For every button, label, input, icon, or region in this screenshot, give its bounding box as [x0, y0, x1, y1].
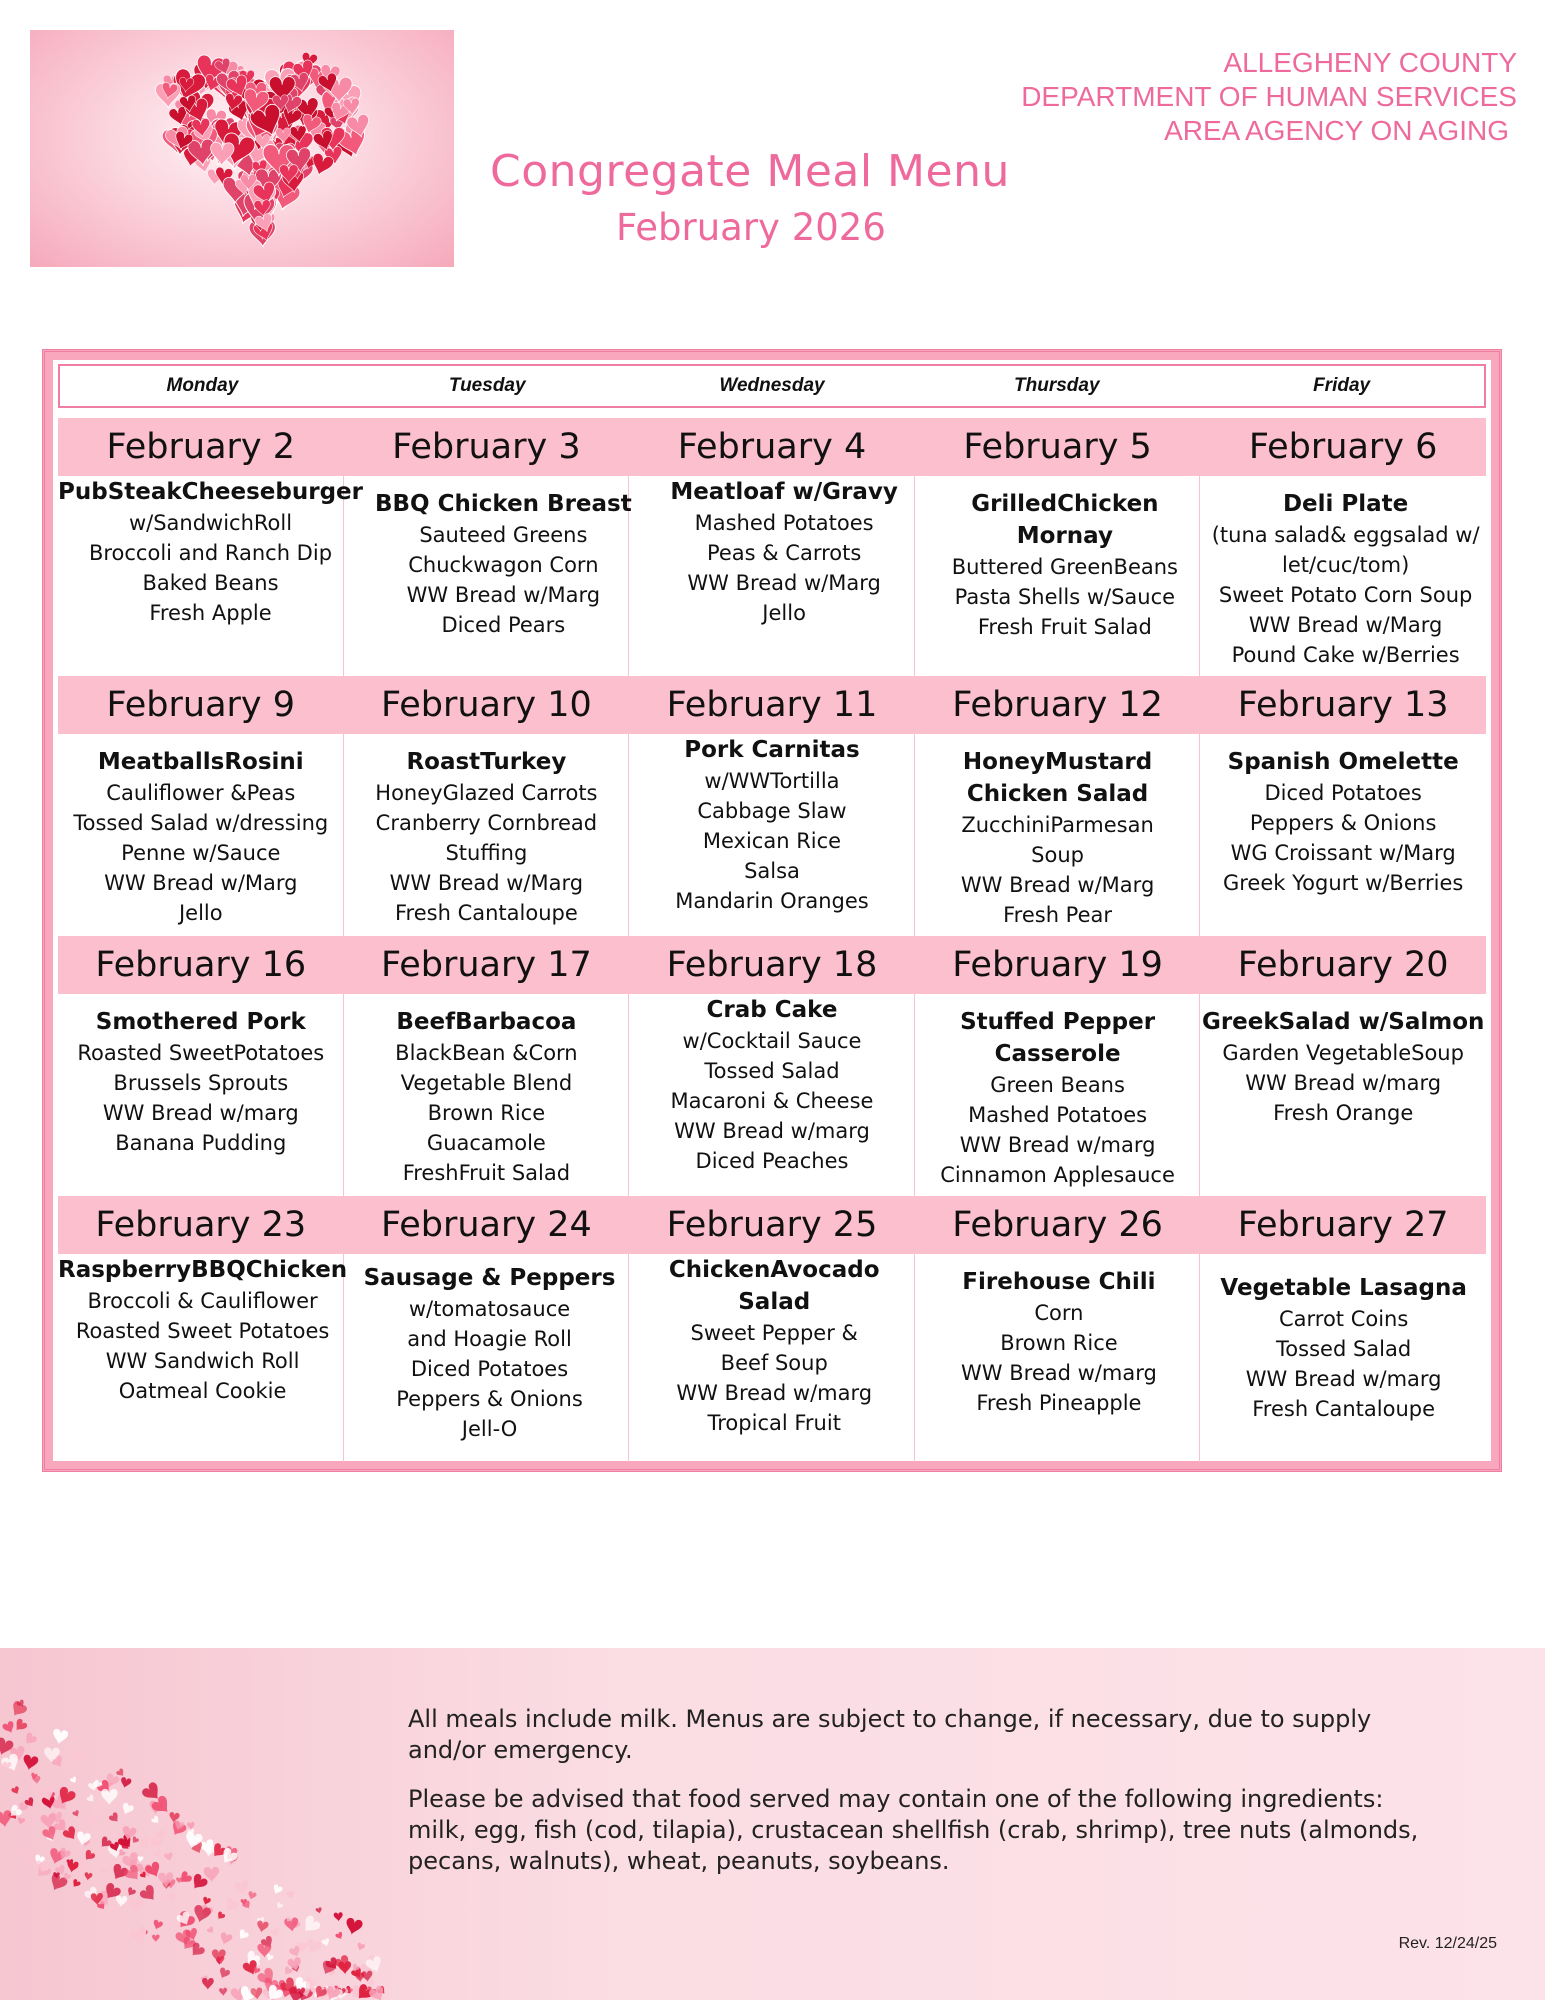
side-item: WW Bread w/Marg: [687, 571, 881, 595]
date-label: February 9: [106, 685, 296, 725]
page-title: Congregate Meal Menu: [490, 146, 1010, 197]
side-item: Buttered GreenBeans: [951, 555, 1178, 579]
weekday-thursday: Thursday: [1014, 375, 1100, 396]
entree-name: Pork Carnitas: [684, 737, 860, 763]
side-item: Baked Beans: [142, 571, 279, 595]
side-item: Brown Rice: [427, 1101, 546, 1125]
side-item: WW Bread w/marg: [1245, 1071, 1442, 1095]
side-item: Sweet Potato Corn Soup: [1218, 583, 1473, 607]
date-bar: [58, 936, 1486, 994]
side-item: WW Bread w/Marg: [389, 871, 584, 895]
side-item: Broccoli and Ranch Dip: [88, 541, 333, 565]
page-subtitle: February 2026: [616, 206, 886, 249]
side-item: Penne w/Sauce: [121, 841, 281, 865]
side-item: Diced Pears: [441, 613, 566, 637]
entree-name: Stuffed Pepper: [960, 1009, 1156, 1035]
date-label: February 20: [1237, 945, 1449, 985]
date-label: February 27: [1237, 1205, 1449, 1245]
date-label: February 19: [952, 945, 1163, 985]
side-item: w/tomatosauce: [408, 1297, 571, 1321]
calendar-week: [58, 676, 1486, 936]
entree-name: RoastTurkey: [406, 749, 567, 775]
entree-name: Salad: [738, 1289, 811, 1315]
date-label: February 25: [666, 1205, 878, 1245]
entree-name: Spanish Omelette: [1227, 749, 1459, 775]
menu-cell: [915, 734, 1201, 930]
date-label: February 2: [106, 427, 296, 467]
entree-name: Smothered Pork: [95, 1009, 306, 1035]
date-label: February 13: [1237, 685, 1449, 725]
agency-county: ALLEGHENY COUNTY: [1223, 47, 1517, 78]
agency-header: [1021, 46, 1517, 148]
date-bar: [58, 1196, 1486, 1254]
side-item: Broccoli & Cauliflower: [87, 1289, 318, 1313]
menu-cell: [363, 476, 644, 670]
side-item: WW Bread w/Marg: [406, 583, 601, 607]
allergen-notice: Please be advised that food served may contain one of the following ingredients: milk, egg, fish (cod, tilapia), crustacean shellfish (crab, shrimp), tree nuts (almonds, pecans, walnuts), wheat, peanuts, soybeans.: [408, 1785, 1419, 1875]
calendar-week: [58, 936, 1486, 1196]
date-label: February 16: [95, 945, 307, 985]
side-item: Green Beans: [990, 1073, 1125, 1097]
side-item: Fresh Fruit Salad: [977, 615, 1152, 639]
side-item: WW Sandwich Roll: [105, 1349, 300, 1373]
menu-cell: [58, 734, 344, 930]
entree-name: Sausage & Peppers: [363, 1265, 616, 1291]
side-item: Macaroni & Cheese: [670, 1089, 874, 1113]
side-item: Tropical Fruit: [707, 1411, 841, 1435]
side-item: Carrot Coins: [1278, 1307, 1409, 1331]
side-item: Fresh Pineapple: [976, 1391, 1142, 1415]
entree-name: Chicken Salad: [966, 781, 1149, 807]
menu-cell: [629, 994, 915, 1190]
side-item: Tossed Salad w/dressing: [73, 811, 329, 835]
weekday-tuesday: Tuesday: [448, 375, 526, 396]
agency-name: AREA AGENCY ON AGING: [1164, 115, 1509, 146]
side-item: Greek Yogurt w/Berries: [1222, 871, 1464, 895]
menu-cell: [632, 1254, 917, 1444]
side-item: Cinnamon Applesauce: [940, 1163, 1175, 1187]
side-item: HoneyGlazed Carrots: [375, 781, 598, 805]
entree-name: Firehouse Chili: [962, 1269, 1156, 1295]
side-item: Fresh Cantaloupe: [1252, 1397, 1436, 1421]
date-bar: [58, 418, 1486, 476]
side-item: w/SandwichRoll: [128, 511, 293, 535]
date-label: February 18: [666, 945, 878, 985]
side-item: Beef Soup: [720, 1351, 828, 1375]
side-item: Sweet Pepper &: [690, 1321, 858, 1345]
date-label: February 11: [666, 685, 878, 725]
side-item: Tossed Salad: [704, 1059, 840, 1083]
side-item: Salsa: [744, 859, 800, 883]
weekday-wednesday: Wednesday: [719, 375, 825, 396]
entree-name: PubSteakCheeseburger: [58, 479, 363, 505]
side-item: Cauliflower &Peas: [106, 781, 296, 805]
side-item: Peppers & Onions: [396, 1387, 583, 1411]
menu-cell: [344, 994, 630, 1190]
entree-name: Vegetable Lasagna: [1220, 1275, 1467, 1301]
side-item: WW Bread w/marg: [959, 1133, 1156, 1157]
menu-cell: [644, 476, 925, 670]
side-item: Fresh Pear: [1003, 903, 1113, 927]
date-label: February 12: [952, 685, 1163, 725]
side-item: Mandarin Oranges: [675, 889, 869, 913]
side-item: Diced Potatoes: [1264, 781, 1422, 805]
side-item: BlackBean &Corn: [395, 1041, 578, 1065]
side-item: let/cuc/tom): [1281, 553, 1410, 577]
date-label: February 24: [381, 1205, 592, 1245]
entree-name: GreekSalad w/Salmon: [1201, 1009, 1485, 1035]
entree-name: Casserole: [994, 1041, 1121, 1067]
side-item: Jell-O: [461, 1417, 518, 1441]
milk-notice: All meals include milk. Menus are subject to change, if necessary, due to supply and/or emergency.: [408, 1705, 1372, 1764]
menu-cell: [629, 734, 915, 930]
side-item: Mashed Potatoes: [968, 1103, 1148, 1127]
side-item: WW Bread w/marg: [1245, 1367, 1442, 1391]
date-label: February 4: [677, 427, 867, 467]
side-item: Cranberry Cornbread: [375, 811, 598, 835]
menu-cell: [58, 476, 363, 670]
revision-date: Rev. 12/24/25: [1398, 1935, 1497, 1952]
side-item: WW Bread w/Marg: [1248, 613, 1443, 637]
side-item: Tossed Salad: [1276, 1337, 1412, 1361]
heart-icon: [30, 30, 454, 267]
menu-cell: [1200, 734, 1486, 930]
side-item: WW Bread w/Marg: [960, 873, 1155, 897]
agency-department: DEPARTMENT OF HUMAN SERVICES: [1021, 81, 1517, 112]
side-item: Roasted Sweet Potatoes: [75, 1319, 330, 1343]
side-item: Soup: [1031, 843, 1084, 867]
side-item: Diced Peaches: [695, 1149, 849, 1173]
date-label: February 6: [1248, 427, 1438, 467]
side-item: WW Bread w/marg: [676, 1381, 873, 1405]
date-label: February 10: [381, 685, 592, 725]
date-label: February 26: [952, 1205, 1163, 1245]
side-item: Sauteed Greens: [419, 523, 588, 547]
side-item: Fresh Orange: [1273, 1101, 1414, 1125]
side-item: w/WWTortilla: [704, 769, 840, 793]
entree-name: Mornay: [1016, 523, 1113, 549]
entree-name: Deli Plate: [1282, 491, 1409, 517]
side-item: Mexican Rice: [702, 829, 842, 853]
menu-cell: [58, 994, 344, 1190]
entree-name: Meatloaf w/Gravy: [670, 479, 898, 505]
side-item: Jello: [178, 901, 223, 925]
date-label: February 3: [392, 427, 581, 467]
weekday-friday: Friday: [1313, 375, 1371, 396]
side-item: Pound Cake w/Berries: [1231, 643, 1460, 667]
side-item: and Hoagie Roll: [407, 1327, 572, 1351]
menu-cell: [1201, 1254, 1486, 1444]
date-bar: [58, 676, 1486, 734]
side-item: FreshFruit Salad: [402, 1161, 571, 1185]
side-item: WW Bread w/marg: [961, 1361, 1157, 1385]
side-item: Stuffing: [445, 841, 528, 865]
side-item: Fresh Apple: [149, 601, 272, 625]
side-item: Mashed Potatoes: [694, 511, 874, 535]
entree-name: BBQ Chicken Breast: [375, 491, 632, 517]
side-item: Vegetable Blend: [400, 1071, 573, 1095]
side-item: w/Cocktail Sauce: [682, 1029, 862, 1053]
date-label: February 23: [95, 1205, 307, 1245]
side-item: Chuckwagon Corn: [408, 553, 599, 577]
side-item: Jello: [762, 601, 806, 625]
weekday-header: [58, 364, 1486, 408]
entree-name: HoneyMustard: [962, 749, 1153, 775]
side-item: Cabbage Slaw: [697, 799, 847, 823]
weekday-monday: Monday: [166, 375, 239, 396]
calendar-week: [58, 1196, 1486, 1462]
calendar-week: [58, 418, 1486, 676]
menu-cell: [1200, 994, 1486, 1190]
side-item: ZucchiniParmesan: [961, 813, 1154, 837]
side-item: Fresh Cantaloupe: [395, 901, 578, 925]
side-item: (tuna salad& eggsalad w/: [1211, 523, 1480, 547]
menu-cell: [347, 1254, 632, 1444]
entree-name: GrilledChicken: [971, 491, 1159, 517]
side-item: WW Bread w/marg: [674, 1119, 870, 1143]
entree-name: RaspberryBBQChicken: [58, 1257, 348, 1283]
side-item: Brussels Sprouts: [113, 1071, 289, 1095]
menu-cell: [915, 994, 1201, 1190]
side-item: Banana Pudding: [115, 1131, 287, 1155]
side-item: WG Croissant w/Marg: [1230, 841, 1456, 865]
entree-name: ChickenAvocado: [668, 1257, 880, 1283]
entree-name: BeefBarbacoa: [396, 1009, 577, 1035]
menu-cell: [925, 476, 1206, 670]
menu-cell: [917, 1254, 1202, 1444]
side-item: Peppers & Onions: [1249, 811, 1437, 835]
entree-name: MeatballsRosini: [97, 749, 304, 775]
side-item: Garden VegetableSoup: [1222, 1041, 1464, 1065]
menu-cell: [1205, 476, 1486, 670]
side-item: WW Bread w/Marg: [104, 871, 298, 895]
side-item: Guacamole: [426, 1131, 546, 1155]
side-item: Corn: [1034, 1301, 1084, 1325]
entree-name: Crab Cake: [706, 997, 838, 1023]
side-item: Diced Potatoes: [410, 1357, 569, 1381]
side-item: Pasta Shells w/Sauce: [954, 585, 1176, 609]
date-label: February 17: [381, 945, 592, 985]
side-item: WW Bread w/marg: [102, 1101, 299, 1125]
menu-cell: [58, 1254, 347, 1444]
menu-cell: [344, 734, 630, 930]
heart-collage-image: [30, 30, 454, 267]
side-item: Oatmeal Cookie: [118, 1379, 287, 1403]
date-label: February 5: [963, 427, 1152, 467]
side-item: Roasted SweetPotatoes: [77, 1041, 325, 1065]
side-item: Peas & Carrots: [706, 541, 862, 565]
side-item: Brown Rice: [1000, 1331, 1118, 1355]
scattered-hearts-image: [0, 1648, 420, 2000]
